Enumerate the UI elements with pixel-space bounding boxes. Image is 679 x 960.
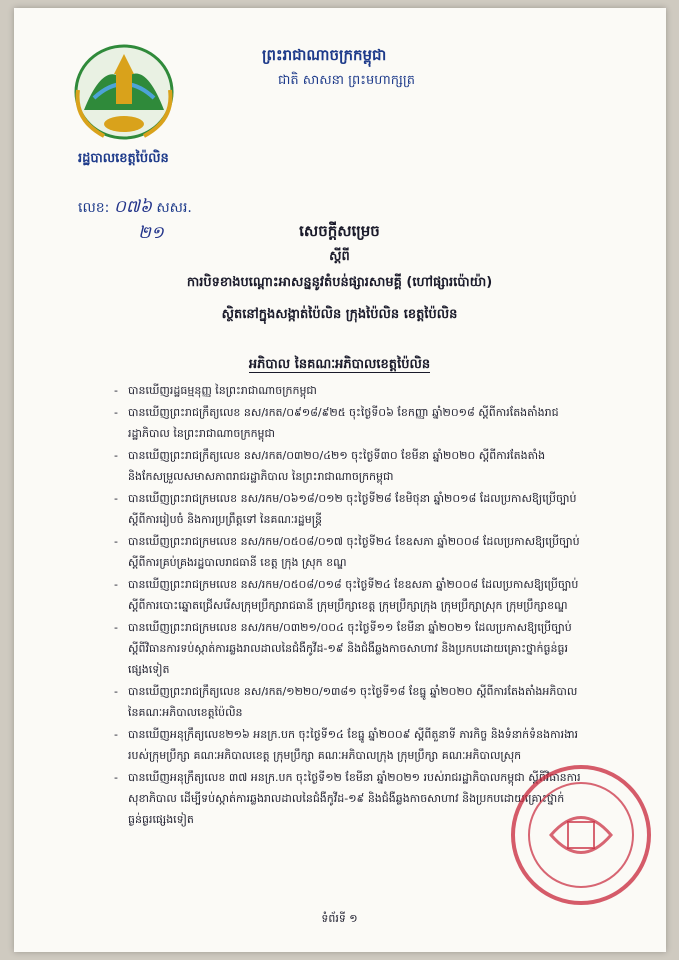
decision-location: ស្ថិតនៅក្នុងសង្កាត់ប៉ៃលិន ក្រុងប៉ៃលិន ខេត្តប៉ៃលិន (221, 307, 458, 322)
provincial-logo (64, 40, 184, 168)
reference-number (78, 196, 192, 221)
list-item: - បានឃើញព្រះរាជក្រឹត្យលេខ នស/រកត/០៣២០/៤២១ ចុះថ្ងៃទី៣០ ខែមីនា ឆ្នាំ២០២០ ស្តីពីការតែងតាំងនិងកែសម្រួលសមាសភាពរាជរដ្ឋាភិបាល នៃព្រះរាជាណាចក្រកម្ពុជា (114, 445, 584, 487)
list-item: - បានឃើញព្រះរាជក្រមលេខ នស/រកម/០៥០៨/០១៨ ចុះថ្ងៃទី២៤ ខែឧសភា ឆ្នាំ២០០៨ ដែលប្រកាសឱ្យប្រើច្បាប់ស្តីពីការបោះឆ្នោតជ្រើសរើសក្រុមប្រឹក្សារាជធានី ក្រុមប្រឹក្សាខេត្ត ក្រុមប្រឹក្សាក្រុង ក្រុមប្រឹក្សាស្រុក ក្រុមប្រឹក្សាខណ្ឌ (114, 574, 584, 616)
ref-suffix: សសរ. (156, 200, 192, 216)
list-item: - បានឃើញអនុក្រឹត្យលេខ ៣៧ អនក្រ.បក ចុះថ្ងៃទី១២ ខែមីនា ឆ្នាំ២០២១ របស់រាជរដ្ឋាភិបាលកម្ពុជា ស្តីពីវិធានការសុខាភិបាល ដើម្បីទប់ស្កាត់ការឆ្លងរាលដាលនៃជំងឺកូវីដ-១៩ និងជំងឺឆ្លងកាចសាហាវ និងប្រកបដោយគ្រោះថ្នាក់ធ្ងន់ធ្ងរផ្សេងទៀត (114, 767, 584, 830)
kingdom-heading: ព្រះរាជាណាចក្រកម្ពុជា (262, 46, 387, 64)
list-item: - បានឃើញព្រះរាជក្រមលេខ នស/រកម/០៦១៨/០១២ ចុះថ្ងៃទី២៨ ខែមិថុនា ឆ្នាំ២០១៨ ដែលប្រកាសឱ្យប្រើច្បាប់ស្តីពីការរៀបចំ និងការប្រព្រឹត្តទៅ នៃគណៈរដ្ឋមន្ត្រី (114, 488, 584, 530)
ref-number-handwritten: ០៧៦ (113, 197, 152, 217)
decision-subject: ការបិទខាងបណ្តោះអាសន្ននូវតំបន់ផ្សារសាមគ្គី (ហៅផ្សារប៉ោយ៉ា) (186, 275, 493, 290)
list-item: - បានឃើញព្រះរាជក្រមលេខ នស/រកម/០៣២១/០០៤ ចុះថ្ងៃទី១១ ខែមីនា ឆ្នាំ២០២១ ដែលប្រកាសឱ្យប្រើច្បាប់ស្តីពីវិធានការទប់ស្កាត់ការឆ្លងរាលដាលនៃជំងឺកូវីដ-១៩ និងជំងឺឆ្លងកាចសាហាវ និងប្រកបដោយគ្រោះថ្នាក់ធ្ងន់ធ្ងរផ្សេងទៀត (114, 617, 584, 680)
decision-on: ស្តីពី (329, 249, 350, 264)
list-item: - បានឃើញព្រះរាជក្រឹត្យលេខ នស/រកត/១២២០/១៣៨១ ចុះថ្ងៃទី១៨ ខែធ្នូ ឆ្នាំ២០២០ ស្តីពីការតែងតាំងអភិបាល នៃគណៈអភិបាលខេត្តប៉ៃលិន (114, 681, 584, 723)
authority-heading (0, 356, 679, 375)
decision-title: សេចក្តីសម្រេច (299, 222, 380, 240)
list-item: - បានឃើញរដ្ឋធម្មនុញ្ញ នៃព្រះរាជាណាចក្រកម្ពុជា (114, 380, 584, 401)
page-number: ទំព័រទី ១ (321, 912, 358, 925)
ref-prefix: លេខ: (78, 200, 110, 216)
authority-text: អភិបាល នៃគណៈអភិបាលខេត្តប៉ៃលិន (248, 357, 431, 372)
official-seal-icon (506, 760, 656, 910)
list-item: - បានឃើញព្រះរាជក្រឹត្យលេខ នស/រកត/០៩១៨/៩២៥ ចុះថ្ងៃទី០៦ ខែកញ្ញា ឆ្នាំ២០១៨ ស្តីពីការតែងតាំងរាជរដ្ឋាភិបាល នៃព្រះរាជាណាចក្រកម្ពុជា (114, 402, 584, 444)
list-item: - បានឃើញព្រះរាជក្រមលេខ នស/រកម/០៥០៨/០១៧ ចុះថ្ងៃទី២៤ ខែឧសភា ឆ្នាំ២០០៨ ដែលប្រកាសឱ្យប្រើច្បាប់ស្តីពីការគ្រប់គ្រងរដ្ឋបាលរាជធានី ខេត្ត ក្រុង ស្រុក ខណ្ឌ (114, 531, 584, 573)
national-motto: ជាតិ សាសនា ព្រះមហាក្សត្រ (278, 73, 415, 88)
ref-year-handwritten: ២១ (138, 223, 164, 243)
province-admin-label: រដ្ឋបាលខេត្តប៉ៃលិន (78, 151, 169, 166)
provincial-emblem-icon (64, 40, 184, 144)
list-item: - បានឃើញអនុក្រឹត្យលេខ២១៦ អនក្រ.បក ចុះថ្ងៃទី១៤ ខែធ្នូ ឆ្នាំ២០០៩ ស្តីពីតួនាទី ភារកិច្ច និងទំនាក់ទំនងការងាររបស់ក្រុមប្រឹក្សា គណៈអភិបាលខេត្ត ក្រុមប្រឹក្សា គណៈអភិបាលក្រុង ក្រុមប្រឹក្សា គណៈអភិបាលស្រុក (114, 724, 584, 766)
